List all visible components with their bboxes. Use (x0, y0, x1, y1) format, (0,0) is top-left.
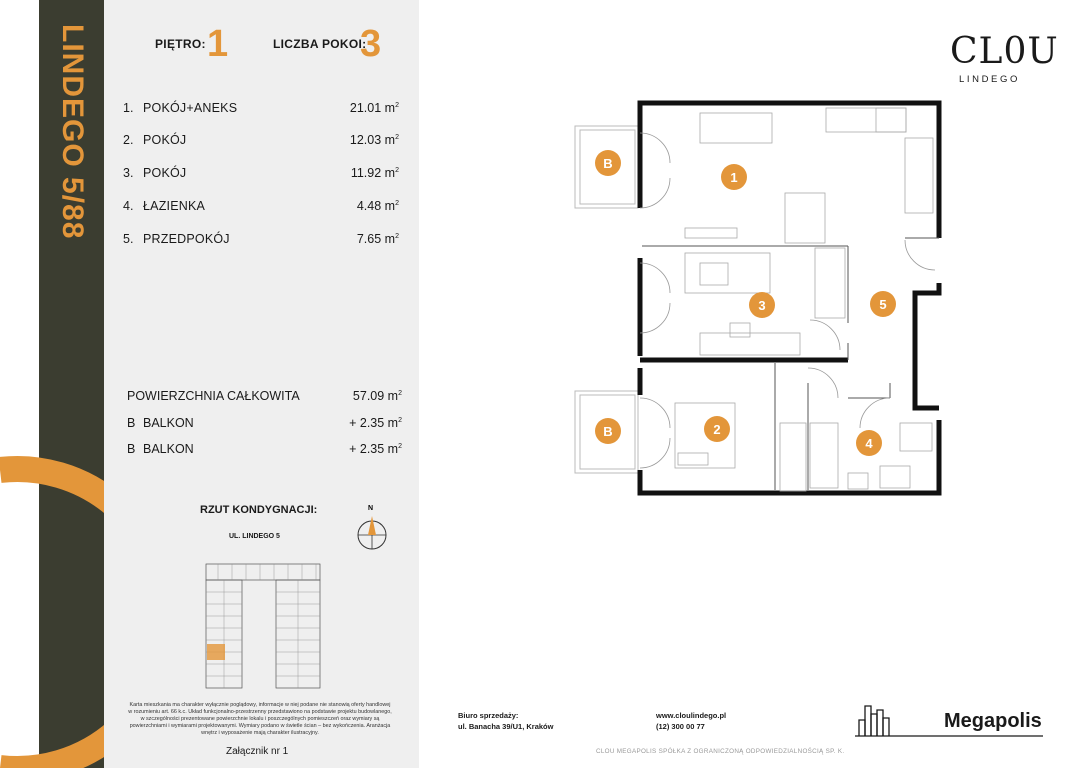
office-address: ul. Banacha 39/U1, Kraków (458, 722, 554, 731)
compass-icon (355, 502, 391, 554)
balcony-row: B BALKON + 2.35 $m^2$ (127, 416, 402, 430)
room-row (123, 199, 403, 215)
room-row (123, 232, 403, 248)
svg-text:5: 5 (879, 297, 887, 312)
rooms-value: 3 (360, 23, 382, 65)
balcony-name: BALKON (143, 442, 194, 456)
room-name: POKÓJ+ANEKS (143, 101, 238, 115)
floor-label: PIĘTRO: (155, 37, 206, 51)
interior-walls (642, 238, 939, 490)
svg-text:B: B (603, 424, 613, 439)
room-area: 11.92 $m^2$ (350, 166, 399, 180)
balcony-area: + 2.35 m (349, 442, 399, 456)
office-label: Biuro sprzedaży: (458, 711, 519, 720)
total-area-row: POWIERZCHNIA CAŁKOWITA 57.09 $m^2$ (127, 389, 402, 403)
sales-office (458, 710, 553, 732)
room-index: 1. (123, 101, 134, 115)
room-index: 5. (123, 232, 134, 246)
room-area: 7.65 $m^2$ (356, 232, 399, 246)
apartment-floor-plan (570, 98, 950, 503)
room-index: 4. (123, 199, 134, 213)
balcony-row: B BALKON + 2.35 $m^2$ (127, 442, 402, 456)
street-label: UL. LINDEGO 5 (229, 533, 280, 540)
room-area: 21.01 $m^2$ (349, 101, 399, 115)
balcony-area: + 2.35 m (349, 416, 399, 430)
floor-value: 1 (207, 23, 229, 65)
room-name: ŁAZIENKA (143, 199, 206, 213)
floor-section-title: RZUT KONDYGNACJI: (200, 504, 318, 516)
total-area-value: 57.09 m (352, 389, 399, 403)
svg-text:B: B (603, 156, 613, 171)
annex-label: Załącznik nr 1 (226, 746, 289, 757)
company-name: CLOU MEGAPOLIS SPÓŁKA Z OGRANICZONĄ ODPOWIEDZIALNOŚCIĄ SP. K. (596, 748, 845, 755)
website-link[interactable]: www.cloulindego.pl (656, 711, 727, 720)
svg-text:N: N (368, 505, 374, 512)
room-index: 2. (123, 133, 134, 147)
svg-text:4: 4 (865, 436, 873, 451)
balcony-code: B (127, 442, 136, 456)
room-area: 12.03 $m^2$ (349, 133, 399, 147)
svg-text:3: 3 (758, 298, 766, 313)
balcony-code: B (127, 416, 136, 430)
total-area-label: POWIERZCHNIA CAŁKOWITA (127, 389, 300, 403)
room-row (123, 133, 403, 149)
balcony-name: BALKON (143, 416, 194, 430)
phone-number[interactable]: (12) 300 00 77 (656, 722, 705, 731)
contact (656, 710, 726, 732)
room-index: 3. (123, 166, 134, 180)
room-row (123, 101, 403, 117)
rooms-label: LICZBA POKOI: (273, 37, 367, 51)
clou-logo-sub: LINDEGO (959, 74, 1020, 85)
room-area: 4.48 $m^2$ (356, 199, 399, 213)
svg-text:2: 2 (713, 422, 721, 437)
megapolis-logo: Megapolis (944, 710, 1042, 732)
disclaimer-text: Karta mieszkania ma charakter wyłącznie poglądowy, informacje w niej podane nie stanowią oferty handlowej w rozumieniu art. 66 k.c. Układ funkcjonalno-przestrzenny przedstawiono na podstawie projektu budowlanego, w szczególności prezentowane powierzchnie lokalu i poszczególnych pomieszczeń oraz wymiary są powierzchniami i wymiarami projektowanymi. Wymiary podano w świetle ścian – bez wykończenia. Aranżacja wnętrz i wyposażenie mają charakter ilustracyjny. (128, 702, 392, 736)
room-name: PRZEDPOKÓJ (143, 232, 230, 246)
svg-text:1: 1 (730, 170, 738, 185)
building-title: LINDEGO 5/88 (56, 24, 89, 240)
room-name: POKÓJ (143, 133, 187, 147)
room-name: POKÓJ (143, 166, 187, 180)
building-key-plan (204, 562, 324, 690)
clou-logo: CL0U (950, 31, 1059, 72)
room-row (123, 166, 403, 182)
